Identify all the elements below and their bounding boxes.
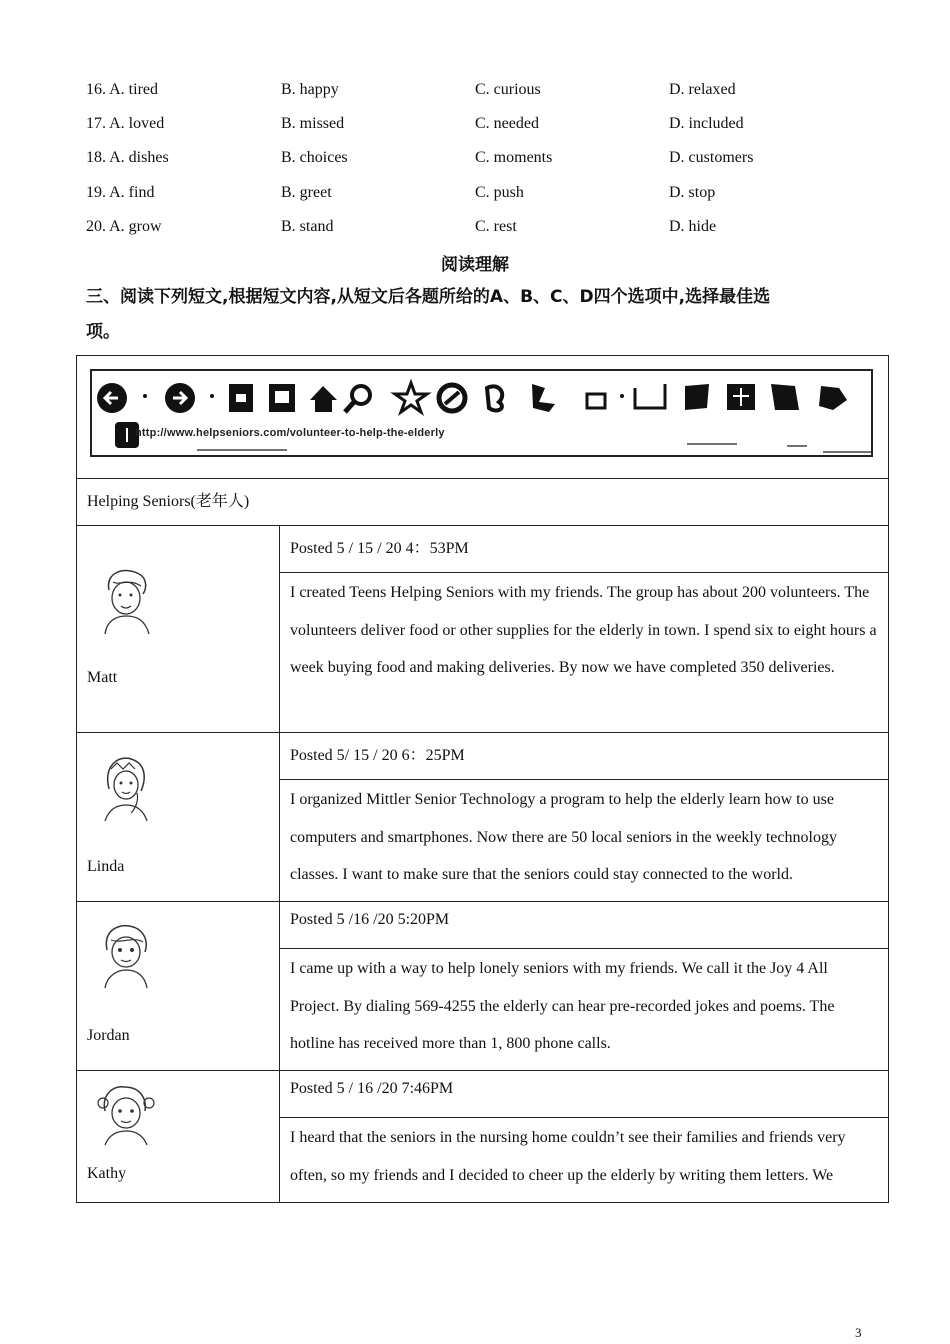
option-row-20 [0,218,950,242]
option-c: C. moments [475,149,553,166]
option-b: B. missed [281,115,345,132]
user-name: Jordan [87,1027,130,1044]
option-c: C. rest [475,218,517,235]
instruction-line-1: 三、阅读下列短文,根据短文内容,从短文后各题所给的A、B、C、D四个选项中,选择最佳选 [86,287,771,307]
address-bar-url: http://www.helpseniors.com/volunteer-to-help-the-elderly [135,427,445,439]
post-date-cell [280,1071,889,1118]
user-name: Matt [87,669,118,686]
instruction-line-2: 项。 [86,322,120,342]
post-body-cell [280,573,889,733]
star-icon [395,383,427,412]
post-text: I heard that the seniors in the nursing home couldn’t see their families and friends very often, so my friends and I decided to cheer up the elderly by writing them letters. We [290,1129,846,1184]
option-d: D. relaxed [669,81,736,98]
post-text: I came up with a way to help lonely seniors with my friends. We call it the Joy 4 All Project. By dialing 569-4255 the elderly can hear pre-recorded jokes and poems. The hotline has received more than 1, 800 phone calls. [290,960,835,1053]
option-b: B. choices [281,149,348,166]
edit-icon [635,384,665,408]
page-number: 3 [855,1325,862,1340]
post-body-cell [280,780,889,902]
option-a: 16. A. tired [86,81,158,98]
home-icon [310,386,337,412]
option-row-16 [0,81,950,105]
option-d: D. customers [669,149,754,166]
browser-toolbar-image [77,356,889,479]
post-date: Posted 5/ 15 / 20 6：25PM [290,747,465,764]
post-date: Posted 5 / 15 / 20 4：53PM [290,540,469,557]
option-d: D. included [669,115,744,132]
option-d: D. hide [669,218,717,235]
option-d: D. stop [669,184,716,201]
user-cell-jordan [77,902,280,1071]
posts-table [76,355,889,1203]
post-body-cell [280,949,889,1071]
option-b: B. stand [281,218,334,235]
print-icon [532,384,555,412]
option-b: B. greet [281,184,332,201]
option-a: 18. A. dishes [86,149,169,166]
user-name: Kathy [87,1165,127,1182]
tool-icon-1 [685,384,709,410]
option-a: 19. A. find [86,184,155,201]
option-row-17 [0,115,950,139]
tool-icon-4 [819,386,847,410]
user-cell-kathy [77,1071,280,1203]
post-body-cell [280,1118,889,1203]
post-date: Posted 5 / 16 /20 7:46PM [290,1080,454,1097]
avatar-boy-icon [95,920,157,990]
mail-icon [587,394,605,408]
option-c: C. push [475,184,524,201]
option-c: C. needed [475,115,539,132]
section-title: 阅读理解 [441,255,509,275]
post-date: Posted 5 /16 /20 5:20PM [290,911,450,928]
tool-icon-3 [771,384,799,410]
user-cell-matt [77,526,280,733]
browser-toolbar-graphic [87,364,877,464]
option-a: 17. A. loved [86,115,165,132]
table-title-cell [77,479,889,526]
post-text: I organized Mittler Senior Technology a program to help the elderly learn how to use computers and smartphones. Now there are 50 local seniors in the weekly technology classes. I want to make sure that the seniors could stay connected to the world. [290,791,837,884]
table-title: Helping Seniors(老年人) [87,493,250,510]
post-text: I created Teens Helping Seniors with my friends. The group has about 200 volunteers. The volunteers deliver food or other supplies for the elderly in town. I spend six to eight hours a week buying food and making deliveries. By now we have completed 350 deliveries. [290,584,877,677]
avatar-girl-icon [95,753,157,823]
search-icon [352,386,370,404]
option-a: 20. A. grow [86,218,162,235]
avatar-girl-icon [95,1081,157,1147]
option-b: B. happy [281,81,339,98]
user-cell-linda [77,733,280,902]
user-name: Linda [87,858,125,875]
post-date-cell [280,526,889,573]
avatar-boy-icon [95,564,157,636]
option-row-18 [0,149,950,173]
option-row-19 [0,184,950,208]
post-date-cell [280,902,889,949]
post-date-cell [280,733,889,780]
share-icon [487,386,502,410]
option-c: C. curious [475,81,541,98]
